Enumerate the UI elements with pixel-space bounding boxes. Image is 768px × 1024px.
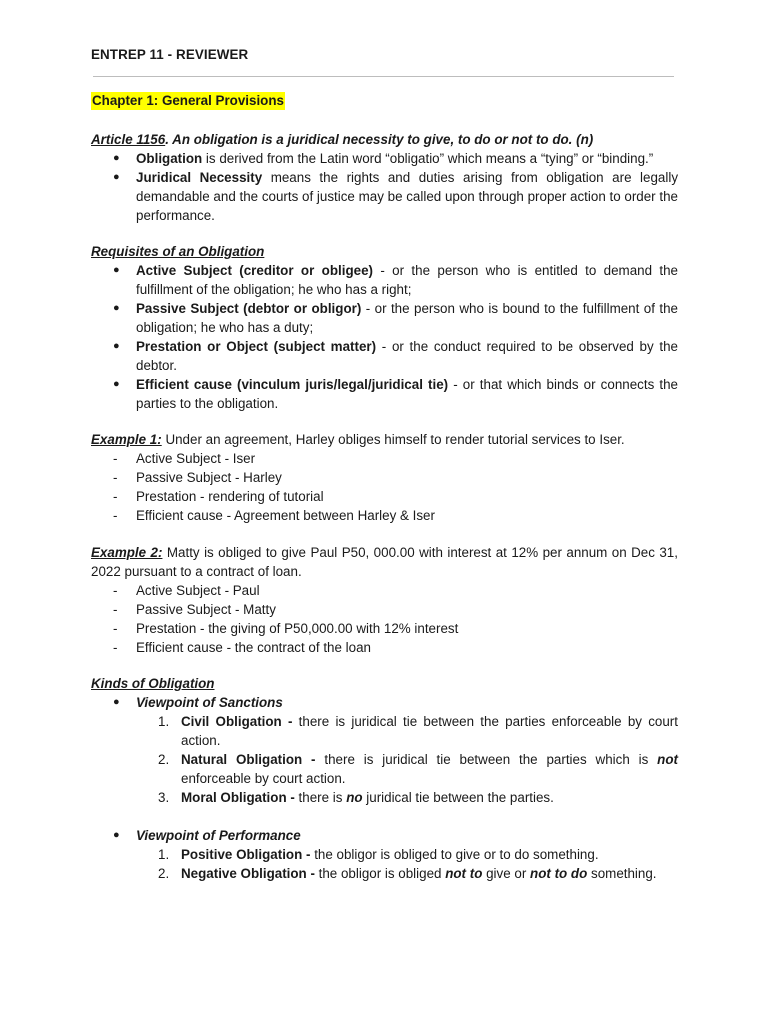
article-section — [91, 130, 678, 225]
bullet-term: Obligation — [136, 151, 203, 166]
bullet-icon: ● — [113, 829, 120, 841]
list-item-text: Passive Subject - Matty — [136, 602, 276, 617]
item-text: the obligor is obliged — [314, 866, 446, 881]
list-item — [91, 750, 678, 788]
dash-marker: - — [113, 640, 118, 655]
list-item-text: Active Subject - Iser — [136, 451, 256, 466]
list-item — [91, 261, 678, 299]
bullet-term: Juridical Necessity — [136, 170, 263, 185]
list-item — [91, 506, 678, 525]
bullet-text: - or that which binds or connects the parties to the obligation. — [136, 377, 678, 411]
item-text: the obligor is obliged to give or to do something. — [310, 847, 599, 862]
list-item — [91, 712, 678, 750]
item-text: there is — [294, 790, 347, 805]
dash-marker: - — [113, 602, 118, 617]
example2-label: Example 2: — [91, 545, 163, 560]
title-divider — [93, 76, 674, 77]
bullet-icon: ● — [113, 340, 120, 352]
item-text: there is juridical tie between the parties which is — [315, 752, 658, 767]
dash-marker: - — [113, 508, 118, 523]
item-emphasis: not to do — [530, 866, 588, 881]
number-marker: 3. — [158, 790, 170, 805]
list-item — [91, 619, 678, 638]
list-item-text: Prestation - the giving of P50,000.00 with 12% interest — [136, 621, 459, 636]
dash-marker: - — [113, 451, 118, 466]
bullet-icon: ● — [113, 302, 120, 314]
number-marker: 1. — [158, 714, 170, 729]
bullet-text: means the rights and duties arising from obligation are legally demandable and the courts of justice may be called upon through proper action to order the performance. — [136, 170, 679, 223]
article-text: . An obligation is a juridical necessity to give, to do or not to do. (n) — [165, 132, 594, 147]
list-item — [91, 581, 678, 600]
list-item — [91, 788, 678, 807]
bullet-icon: ● — [113, 171, 120, 183]
example2-list — [91, 581, 678, 657]
list-item-text: Prestation - rendering of tutorial — [136, 489, 324, 504]
list-item — [91, 845, 678, 864]
item-emphasis: not to — [445, 866, 483, 881]
viewpoint-sanctions-label: Viewpoint of Sanctions — [136, 695, 283, 710]
article-label: Article 1156 — [91, 132, 166, 147]
kinds-section — [91, 674, 678, 883]
bullet-term: Efficient cause (vinculum juris/legal/juridical tie) — [136, 377, 449, 392]
kinds-heading — [91, 674, 678, 693]
bullet-text: - or the person who is bound to the fulfillment of the obligation; he who has a duty; — [136, 301, 678, 335]
item-text: give or — [482, 866, 531, 881]
requisites-list — [91, 261, 678, 413]
example2-text: Matty is obliged to give Paul P50, 000.00 with interest at 12% per annum on Dec 31, 2022 pursuant to a contract of loan. — [91, 545, 678, 579]
requisites-section — [91, 242, 678, 413]
item-term: Negative Obligation - — [181, 866, 315, 881]
list-item — [91, 487, 678, 506]
list-item-text: Active Subject - Paul — [136, 583, 260, 598]
list-item-text: Efficient cause - the contract of the loan — [136, 640, 371, 655]
item-term: Natural Obligation - — [181, 752, 316, 767]
list-item — [91, 693, 678, 712]
bullet-text: is derived from the Latin word “obligatio” which means a “tying” or “binding.” — [202, 151, 654, 166]
requisites-heading-text: Requisites of an Obligation — [91, 244, 265, 259]
item-emphasis: no — [346, 790, 363, 805]
item-text: something. — [587, 866, 657, 881]
viewpoint-performance-label: Viewpoint of Performance — [136, 828, 301, 843]
example1-list — [91, 449, 678, 525]
list-item — [91, 468, 678, 487]
list-item — [91, 299, 678, 337]
list-item — [91, 337, 678, 375]
list-item-text: Passive Subject - Harley — [136, 470, 282, 485]
bullet-icon: ● — [113, 152, 120, 164]
article-bullet-list — [91, 149, 678, 225]
bullet-term: Passive Subject (debtor or obligor) — [136, 301, 362, 316]
example2-paragraph — [91, 543, 678, 581]
kinds-viewpoint-list — [91, 693, 678, 712]
bullet-text: - or the conduct required to be observed by the debtor. — [136, 339, 678, 373]
list-item — [91, 168, 678, 225]
list-item — [91, 600, 678, 619]
item-term: Civil Obligation - — [181, 714, 293, 729]
item-emphasis: not — [657, 752, 678, 767]
bullet-icon: ● — [113, 378, 120, 390]
example1-label: Example 1: — [91, 432, 162, 447]
item-term: Moral Obligation - — [181, 790, 295, 805]
list-item — [91, 864, 678, 883]
list-item — [91, 826, 678, 845]
list-item — [91, 638, 678, 657]
example1-text: Under an agreement, Harley obliges himself to render tutorial services to Iser. — [161, 432, 625, 447]
list-item — [91, 375, 678, 413]
bullet-text: - or the person who is entitled to demand the fulfillment of the obligation; he who has a right; — [136, 263, 678, 297]
requisites-heading — [91, 242, 678, 261]
sanctions-list — [91, 712, 678, 807]
list-item-text: Efficient cause - Agreement between Harley & Iser — [136, 508, 435, 523]
item-text: there is juridical tie between the parties enforceable by court action. — [181, 714, 678, 748]
kinds-viewpoint-list — [91, 826, 678, 845]
performance-list — [91, 845, 678, 883]
bullet-icon: ● — [113, 264, 120, 276]
document-title: ENTREP 11 - REVIEWER — [91, 47, 249, 62]
number-marker: 2. — [158, 866, 170, 881]
dash-marker: - — [113, 470, 118, 485]
item-text: juridical tie between the parties. — [362, 790, 554, 805]
bullet-term: Prestation or Object (subject matter) — [136, 339, 377, 354]
number-marker: 1. — [158, 847, 170, 862]
item-term: Positive Obligation - — [181, 847, 311, 862]
example1-paragraph — [91, 430, 678, 449]
item-text: enforceable by court action. — [181, 771, 346, 786]
list-item — [91, 449, 678, 468]
spacer — [91, 807, 678, 826]
bullet-icon: ● — [113, 696, 120, 708]
dash-marker: - — [113, 489, 118, 504]
dash-marker: - — [113, 583, 118, 598]
bullet-term: Active Subject (creditor or obligee) — [136, 263, 373, 278]
list-item — [91, 149, 678, 168]
chapter-heading: Chapter 1: General Provisions — [92, 93, 284, 108]
number-marker: 2. — [158, 752, 170, 767]
kinds-heading-text: Kinds of Obligation — [91, 676, 215, 691]
example1-section — [91, 430, 678, 525]
dash-marker: - — [113, 621, 118, 636]
example2-section — [91, 543, 678, 657]
article-heading — [91, 130, 678, 149]
